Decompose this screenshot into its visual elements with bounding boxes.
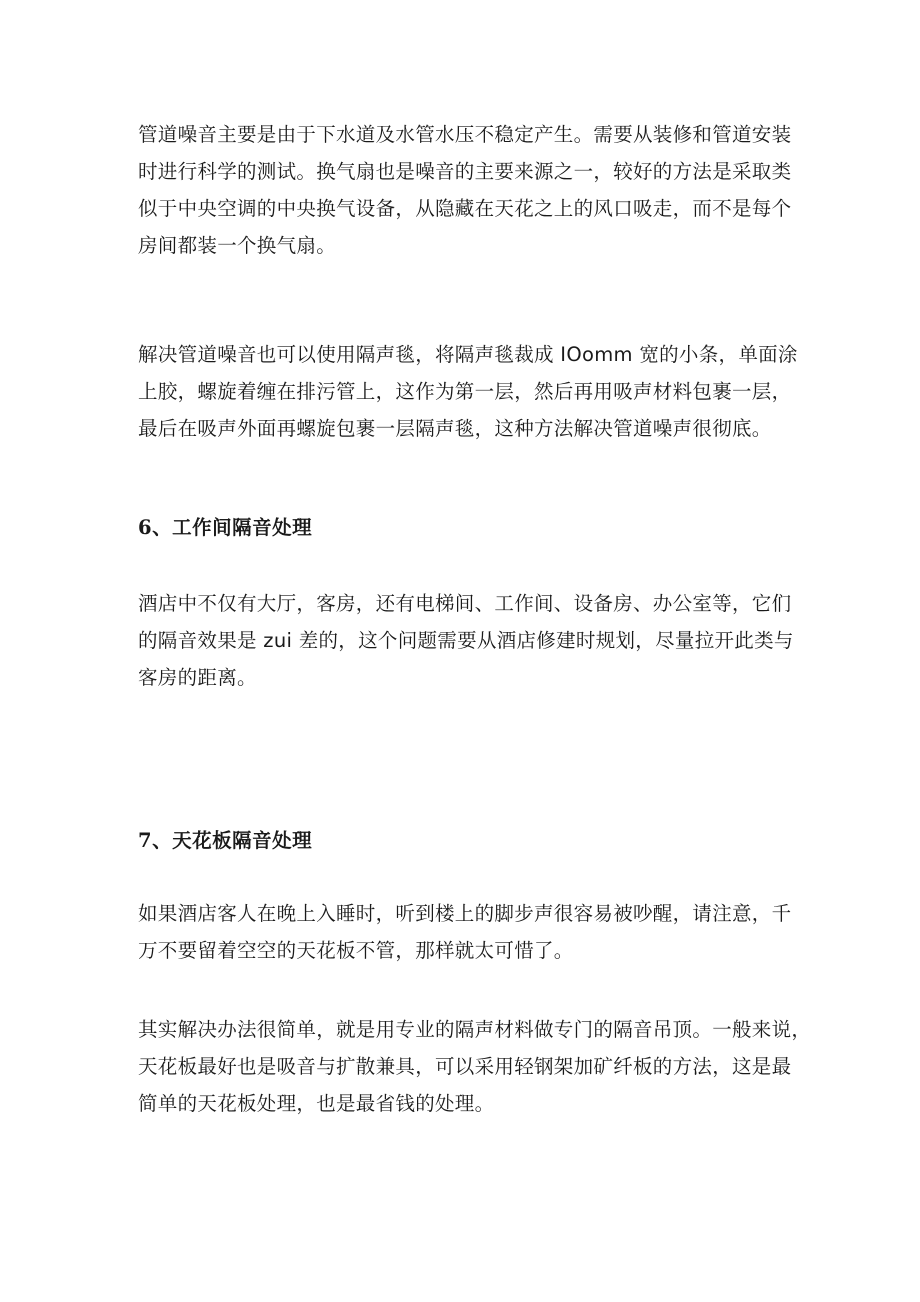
paragraph-workroom (138, 585, 818, 696)
text-line: 管道噪音主要是由于下水道及水管水压不稳定产生。需要从装修和管道安装 (138, 123, 792, 146)
section-heading-6: 6、工作间隔音处理 (138, 516, 313, 539)
text-line: 天花板最好也是吸音与扩散兼具，可以采用轻钢架加矿纤板的方法，这是最 (138, 1055, 792, 1078)
paragraph-ceiling-footsteps (138, 895, 818, 969)
text-line: 客房的距离。 (138, 666, 257, 689)
text-line: 简单的天花板处理，也是最省钱的处理。 (138, 1092, 495, 1115)
text-line: 万不要留着空空的天花板不管，那样就太可惜了。 (138, 939, 574, 962)
text-line: 解决管道噪音也可以使用隔声毯，将隔声毯裁成 IOomm 宽的小条，单面涂 (138, 343, 798, 366)
section-heading-7: 7、天花板隔音处理 (138, 829, 313, 852)
paragraph-sound-blanket (138, 336, 818, 447)
text-line: 的隔音效果是 zui 差的，这个问题需要从酒店修建时规划，尽量拉开此类与 (138, 629, 794, 652)
text-line: 其实解决办法很简单，就是用专业的隔声材料做专门的隔音吊顶。一般来说， (138, 1018, 812, 1041)
paragraph-ceiling-solution (138, 1011, 818, 1122)
text-line: 最后在吸声外面再螺旋包裹一层隔声毯，这种方法解决管道噪声很彻底。 (138, 417, 772, 440)
paragraph-pipe-noise (138, 116, 818, 264)
text-line: 时进行科学的测试。换气扇也是噪音的主要来源之一，较好的方法是采取类 (138, 160, 792, 183)
text-line: 酒店中不仅有大厅，客房，还有电梯间、工作间、设备房、办公室等，它们 (138, 592, 792, 615)
text-line: 房间都装一个换气扇。 (138, 234, 337, 257)
text-line: 上胶，螺旋着缠在排污管上，这作为第一层，然后再用吸声材料包裹一层， (138, 380, 792, 403)
text-line: 似于中央空调的中央换气设备，从隐藏在天花之上的风口吸走，而不是每个 (138, 197, 792, 220)
text-line: 如果酒店客人在晚上入睡时，听到楼上的脚步声很容易被吵醒，请注意，千 (138, 902, 792, 925)
